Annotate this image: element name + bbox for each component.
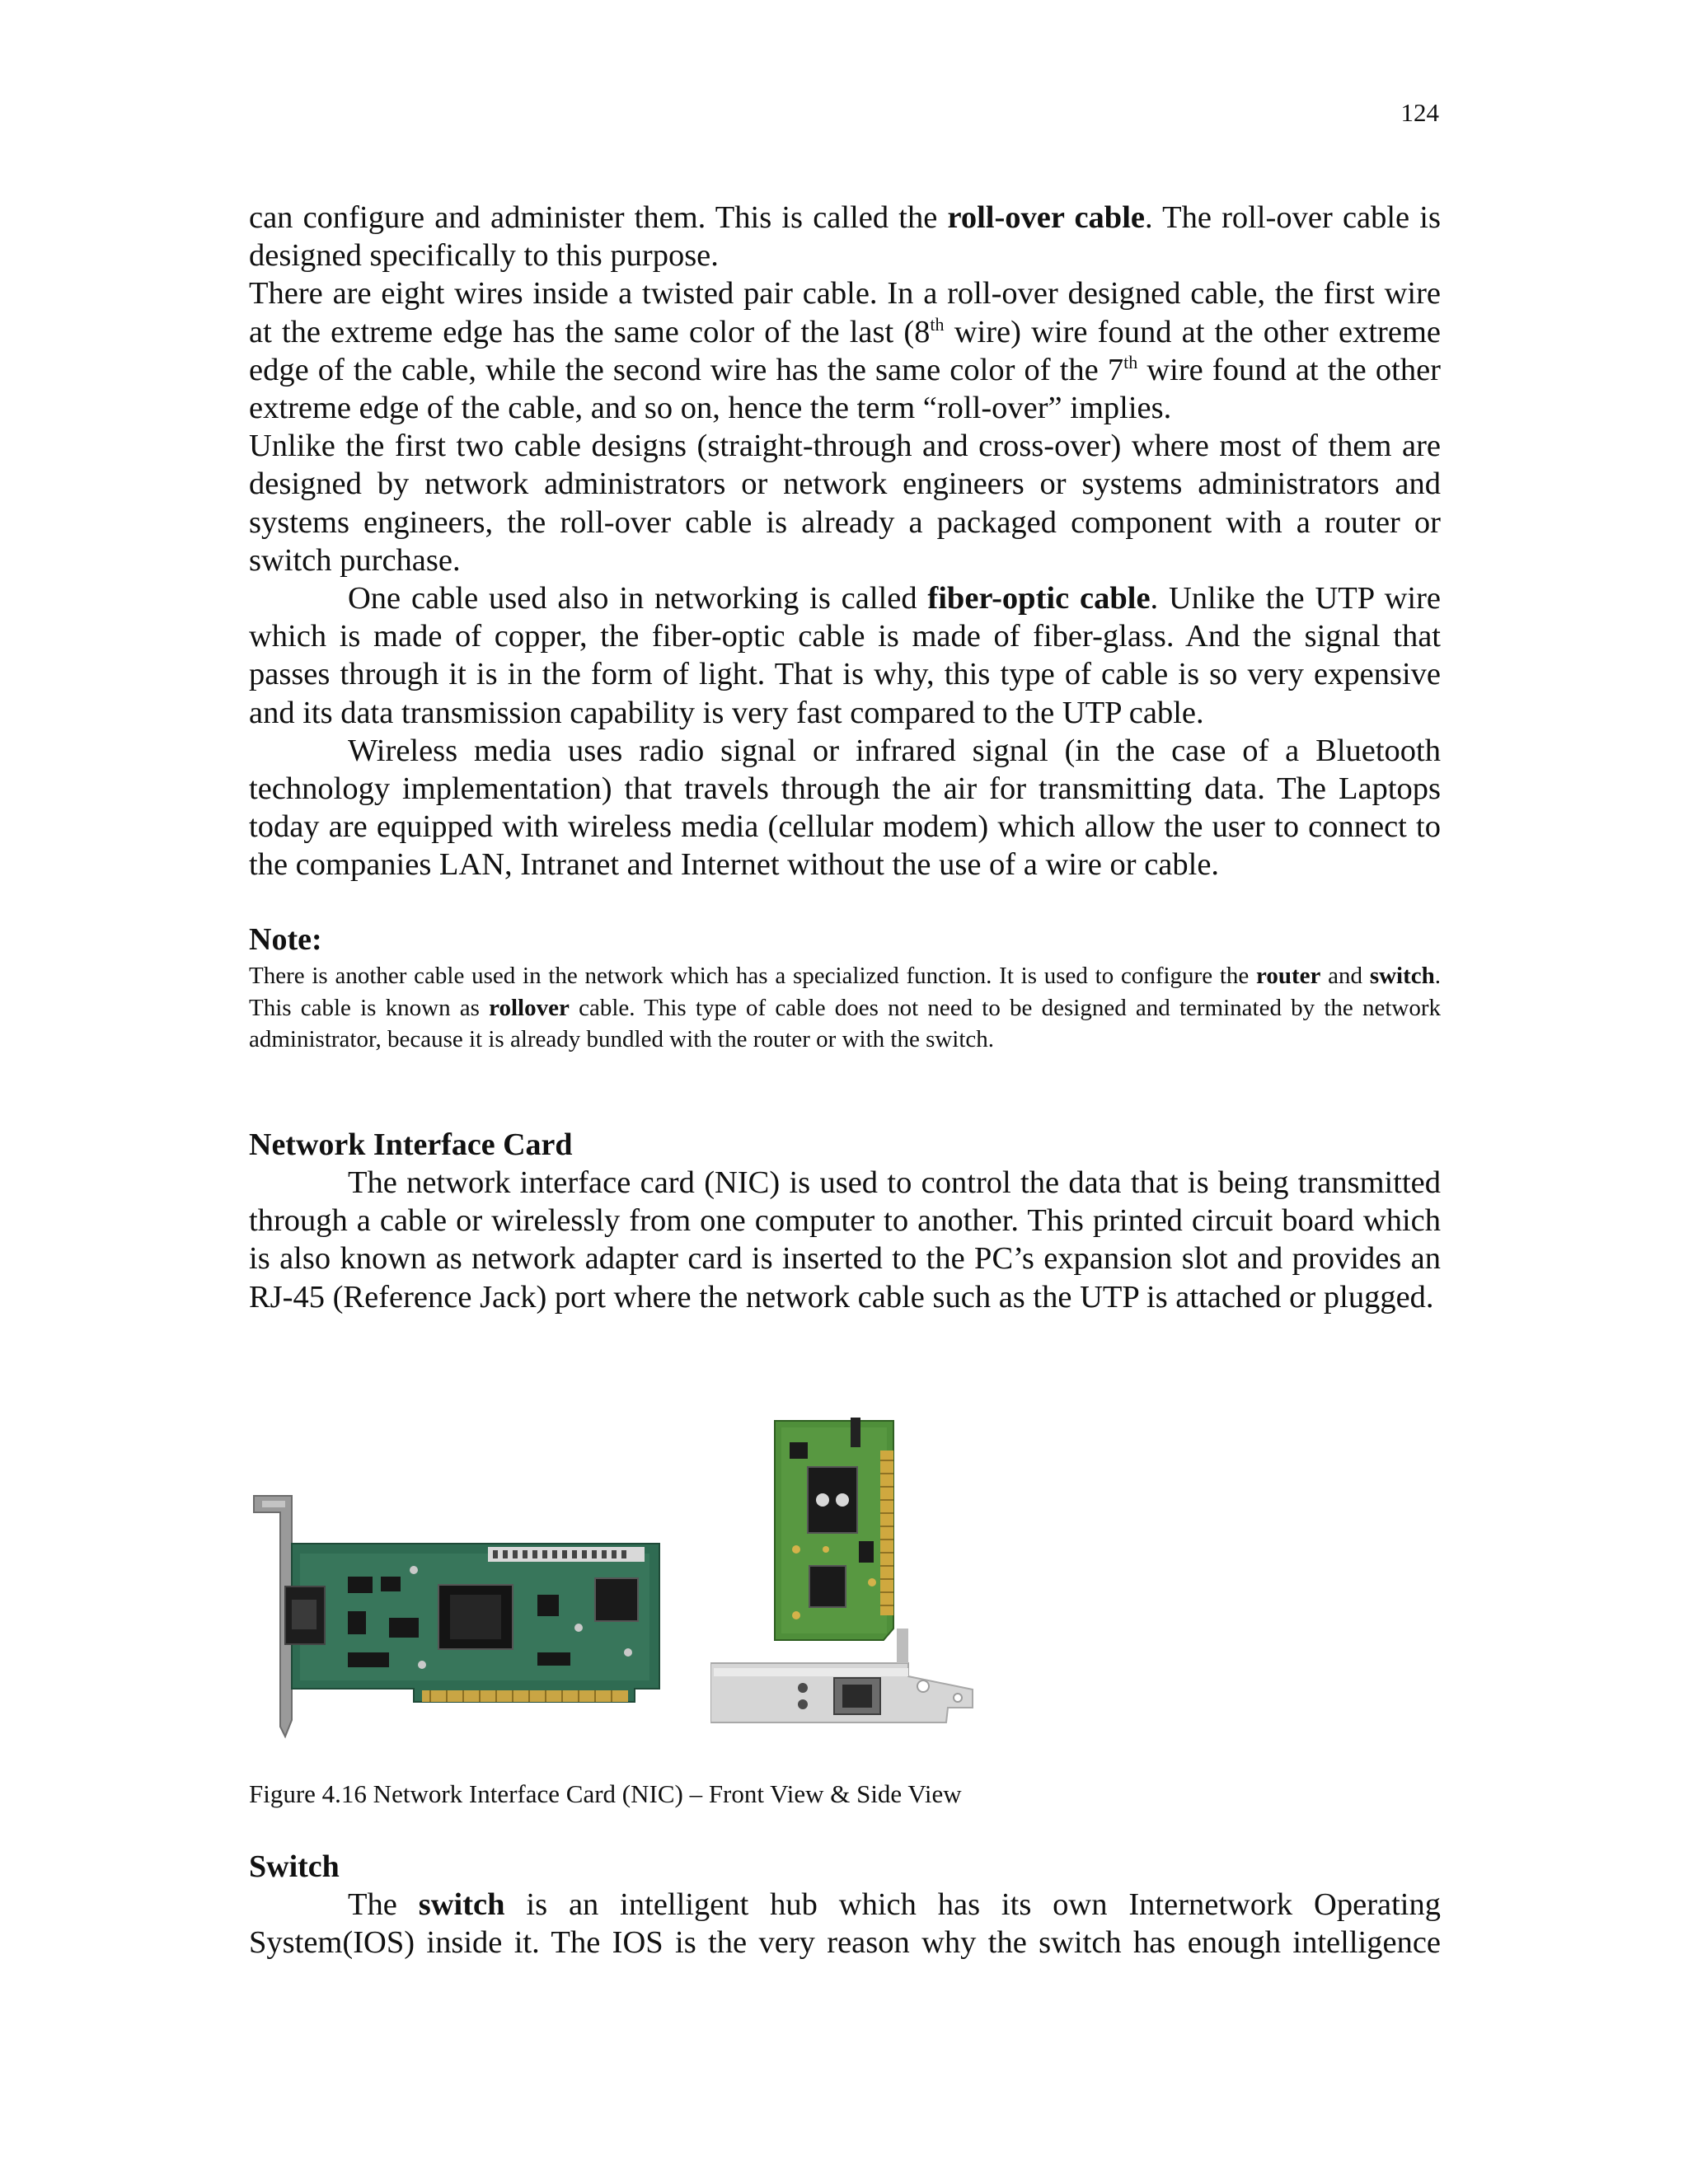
text-run: . The roll-over cable is designed specifically to this purpose. xyxy=(249,200,1441,274)
paragraph-nic: The network interface card (NIC) is used to control the data that is being transmitted through a cable or wirelessly from one computer to another. This printed circuit board which is also known as network adapter card is inserted to the PC’s expansion slot and provides an RJ-45 (Reference Jack) port where the network cable such as the UTP is attached or plugged. xyxy=(249,1165,1441,1315)
bold-term-switch: switch xyxy=(418,1887,505,1922)
text-run: . This cable is known as xyxy=(249,963,1442,1021)
paragraph-switch xyxy=(249,1886,1441,1961)
section-heading-nic: Network Interface Card xyxy=(249,1127,573,1162)
paragraph-wireless-media: Wireless media uses radio signal or infrared signal (in the case of a Bluetooth technology implementation) that travels through the air for transmitting data. The Laptops today are equipped with wireless media (cellular modem) which allow the user to connect to the companies LAN, Intranet and Internet without the use of a wire or cable. xyxy=(249,733,1441,883)
text-run: cable. This type of cable does not need to be designed and terminated by the network administrator, because it is already bundled with the router or with the switch. xyxy=(249,994,1442,1052)
text-run: can configure and administer them. This is called the xyxy=(249,200,948,235)
nic-side-view-image xyxy=(710,1418,992,1739)
text-run: is an intelligent hub which has its own Internetwork Operating System(IOS) inside it. The IOS is the very reason why the switch has enough intelligence xyxy=(249,1887,1441,1961)
text-run: . Unlike the UTP wire which is made of copper, the fiber-optic cable is made of fiber-glass. And the signal that passes through it is in the form of light. That is why, this type of cable is so very expensive and its data transmission capability is very fast compared to the UTP cable. xyxy=(249,581,1441,730)
body-text xyxy=(249,199,1441,884)
paragraph-eight-wires xyxy=(249,274,1441,427)
superscript: th xyxy=(1123,351,1138,373)
paragraph-rollover-intro xyxy=(249,199,1441,274)
text-run: wire) wire found at the other extreme edge of the cable, while the second wire has the same color of the 7 xyxy=(249,314,1441,387)
bold-term-rollover-cable: roll-over cable xyxy=(947,200,1145,235)
text-run: and xyxy=(1320,963,1370,989)
switch-body xyxy=(249,1886,1441,1961)
text-run: wire found at the other extreme edge of the cable, and so on, hence the term “roll-over” implies. xyxy=(249,352,1441,426)
paragraph-fiber-optic xyxy=(249,579,1441,732)
nic-front-view-image xyxy=(249,1479,669,1743)
bold-term-router: router xyxy=(1256,963,1321,989)
note-heading: Note: xyxy=(249,922,322,957)
text-run: One cable used also in networking is called xyxy=(348,581,928,616)
paragraph-unlike-first-two: Unlike the first two cable designs (straight-through and cross-over) where most of them are designed by network administrators or network engineers or systems administrators and systems engineers, the roll-over cable is already a packaged component with a router or switch purchase. xyxy=(249,429,1441,578)
nic-body xyxy=(249,1164,1441,1316)
text-run: The xyxy=(348,1887,419,1922)
bold-term-fiber-optic-cable: fiber-optic cable xyxy=(927,581,1151,616)
bold-term-rollover: rollover xyxy=(489,994,570,1021)
section-heading-switch: Switch xyxy=(249,1849,340,1884)
text-run: There are eight wires inside a twisted pair cable. In a roll-over designed cable, the first wire at the extreme edge has the same color of the last (8 xyxy=(249,276,1441,349)
text-run: There is another cable used in the network which has a specialized function. It is used to configure the xyxy=(249,963,1257,989)
note-text xyxy=(249,960,1441,1056)
figure-caption: Figure 4.16 Network Interface Card (NIC) – Front View & Side View xyxy=(249,1779,962,1808)
bold-term-switch: switch xyxy=(1369,963,1435,989)
superscript: th xyxy=(930,313,945,335)
page-number: 124 xyxy=(1400,98,1439,127)
